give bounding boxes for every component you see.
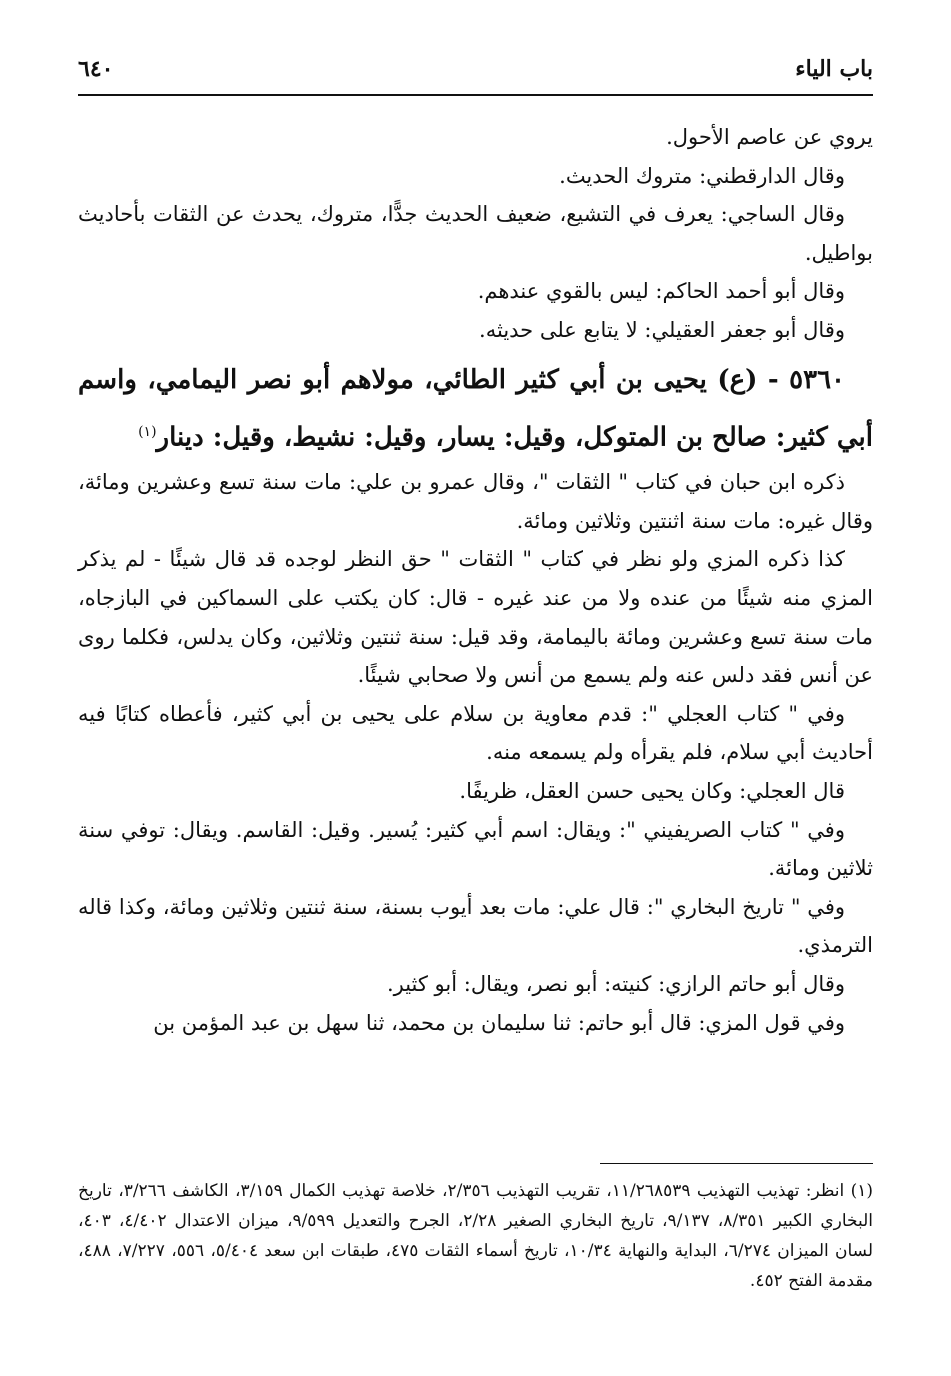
header-divider	[78, 94, 873, 96]
text-line: وقال الدارقطني: متروك الحديث.	[559, 163, 845, 188]
paragraph: قال العجلي: وكان يحيى حسن العقل، ظريفًا.	[459, 778, 845, 803]
footnote-divider	[600, 1163, 873, 1164]
paragraph: وفي " كتاب العجلي ": قدم معاوية بن سلام على يحيى بن أبي كثير، فأعطاه كتابًا فيه أحاديث أبي سلام، فلم يقرأه ولم يسمعه منه.	[78, 701, 873, 765]
entry-text: ٥٣٦٠ - (ع) يحيى بن أبي كثير الطائي، مولاهم أبو نصر اليمامي، واسم أبي كثير: صالح بن المتوكل، وقيل: يسار، وقيل: نشيط، وقيل: دينار	[78, 364, 873, 453]
footnote: (١) انظر: تهذيب التهذيب ١١/٢٦٨٥٣٩، تقريب التهذيب ٢/٣٥٦، خلاصة تهذيب الكمال ٣/١٥٩، الكاشف ٣/٢٦٦، تاريخ البخاري الكبير ٨/٣٥١، ٩/١٣٧، تاريخ البخاري الصغير ٢/٢٨، الجرح والتعديل ٩/٥٩٩، ميزان الاعتدال ٤/٤٠٢، ٤٠٣، لسان الميزان ٦/٢٧٤، البداية والنهاية ١٠/٣٤، تاريخ أسماء الثقات ٤٧٥، طبقات ابن سعد ٥/٤٠٤، ٥٥٦، ٧/٢٢٧، ٤٨٨، مقدمة الفتح ٤٥٢.	[78, 1181, 874, 1291]
biography-entry-heading	[78, 354, 873, 464]
page-number: ٦٤٠	[78, 56, 114, 82]
chapter-title: باب الياء	[795, 56, 873, 82]
text-line: يروي عن عاصم الأحول.	[666, 125, 873, 149]
main-text	[78, 118, 873, 1042]
text-line: وقال أبو جعفر العقيلي: لا يتابع على حديثه.	[479, 317, 845, 342]
page-header	[78, 56, 873, 96]
paragraph: وفي " كتاب الصريفيني ": ويقال: اسم أبي كثير: يُسير. وقيل: القاسم. ويقال: توفي سنة ثلاثين ومائة.	[78, 817, 873, 881]
paragraph: ذكره ابن حبان في كتاب " الثقات "، وقال عمرو بن علي: مات سنة تسع وعشرين ومائة، وقال غيره: مات سنة اثنتين وثلاثين ومائة.	[78, 470, 873, 533]
text-line: وقال أبو أحمد الحاكم: ليس بالقوي عندهم.	[477, 279, 845, 304]
footnote-marker: (١)	[138, 423, 157, 440]
text-line: وقال الساجي: يعرف في التشيع، ضعيف الحديث جدًّا، متروك، يحدث عن الثقات بأحاديث بواطيل.	[78, 202, 873, 265]
paragraph: وقال أبو حاتم الرازي: كنيته: أبو نصر، ويقال: أبو كثير.	[386, 971, 845, 996]
paragraph: وفي قول المزي: قال أبو حاتم: ثنا سليمان بن محمد، ثنا سهل بن عبد المؤمن بن	[153, 1010, 845, 1035]
paragraph: وفي " تاريخ البخاري ": قال علي: مات بعد أيوب بسنة، سنة ثنتين وثلاثين ومائة، وكذا قاله الترمذي.	[78, 894, 873, 958]
paragraph: كذا ذكره المزي ولو نظر في كتاب " الثقات " حق النظر لوجده قد قال شيئًا - لم يذكر المزي منه شيئًا من عنده ولا من عند غيره - قال: كان يكتب على السماكين في البازجاه، مات سنة تسع وعشرين ومائة باليمامة، وقد قيل: سنة ثنتين وثلاثين، وكان يدلس، فكلما روى عن أنس فقد دلس عنه ولم يسمع من أنس ولا صحابي شيئًا.	[78, 547, 873, 688]
